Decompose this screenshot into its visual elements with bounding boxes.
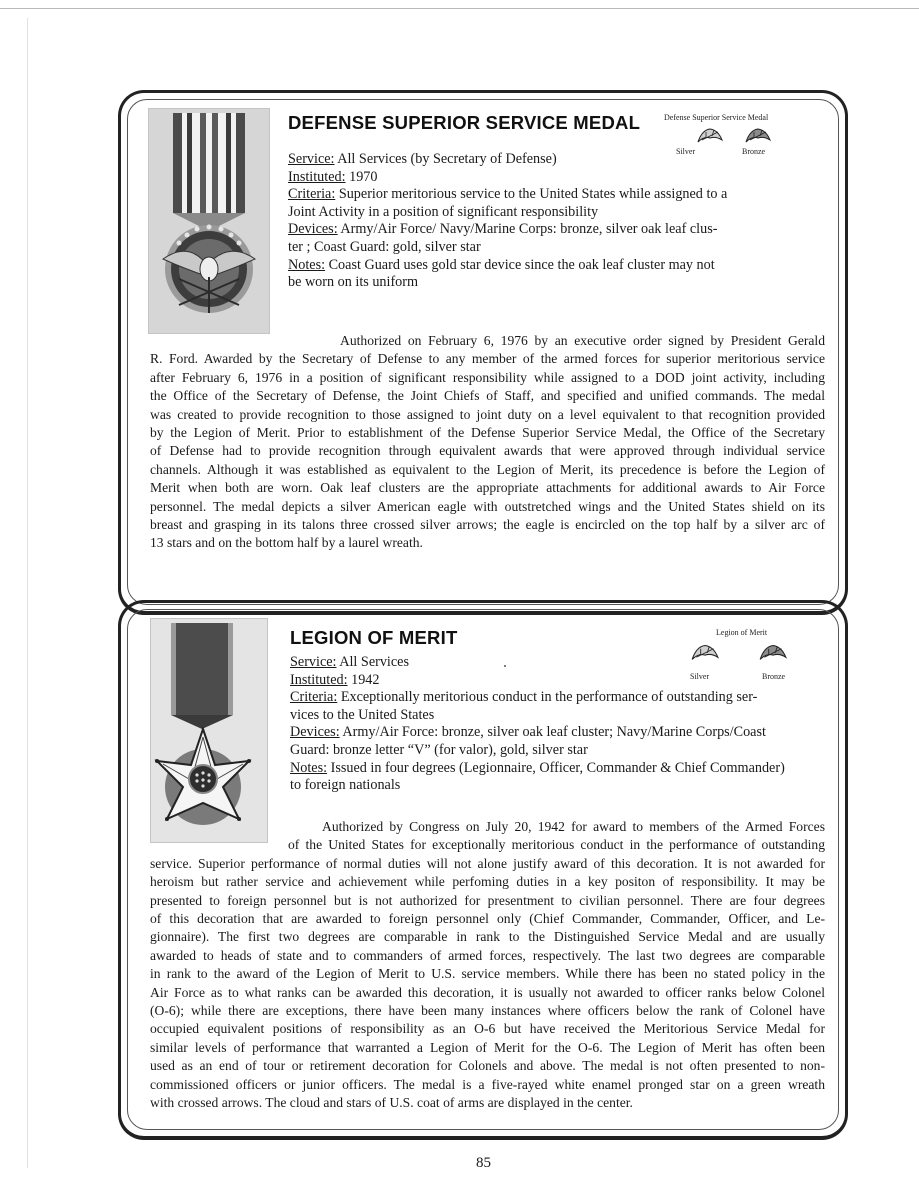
margin-rule — [27, 18, 28, 1168]
paragraph-line: personnel. The medal depicts a silver American eagle with outstretched wings and the United States shield on its — [150, 498, 825, 514]
paragraph-line: breast and grasping in its talons three crossed silver arrows; the eagle is encircled on the top half by a silver arc of — [150, 517, 825, 533]
paragraph-line: presented to foreign personnel but is not authorized for presentment to civilian personnel. There are four degrees — [150, 892, 825, 908]
fact-instituted: Instituted: 1970 — [288, 168, 378, 185]
top-rule — [0, 8, 919, 9]
fact-devices: Devices: Army/Air Force/ Navy/Marine Corps: bronze, silver oak leaf clus- — [288, 221, 718, 238]
paragraph-line: 13 stars and on the bottom half by a laurel wreath. — [150, 535, 423, 551]
fact-notes-cont: to foreign nationals — [290, 777, 401, 794]
legion-of-merit-image — [151, 619, 268, 843]
paragraph-line: by the Legion of Merit. Prior to establishment of the Defense Superior Service Medal, the Office of the Secretary — [150, 425, 825, 441]
paragraph-line: of this decoration that are awarded to foreign personnel only (Chief Commander, Commander, Officer, and Le- — [150, 911, 825, 927]
fact-service: Service: All Services (by Secretary of Defense) — [288, 151, 557, 167]
paragraph-line: occupied equivalent positions of responsibility as an O-6 but have received the Meritorious Service Medal for — [150, 1021, 825, 1037]
fact-notes: Notes: Issued in four degrees (Legionnaire, Officer, Commander & Chief Commander) — [290, 759, 785, 776]
defense-superior-medal-photo — [148, 108, 270, 334]
paragraph-line: similar levels of performance that warranted a Legion of Merit for the O-6. The Legion of Merit has often been — [150, 1039, 825, 1055]
paragraph-line: commissioned officers or junior officers. The medal is a five-rayed white enamel pronged star on a green wreath — [150, 1076, 825, 1092]
paragraph-line: gionnaire). The first two degrees are comparable in rank to the Distinguished Service Medal and are usually — [150, 929, 825, 945]
paragraph-line: used as an end of tour or retirement decoration for Colonels and above. The medal is not often presented to non- — [150, 1058, 825, 1074]
silver-oak-leaf-icon — [696, 126, 724, 146]
legion-of-merit-photo — [150, 618, 268, 843]
paragraph-line: was created to provide recognition to those assigned to joint duty on a level equivalent to that recognition provided — [150, 406, 825, 422]
paragraph-line: of the United States for exceptionally meritorious conduct in the performance of outstanding — [288, 837, 825, 853]
fact-devices-cont: Guard: bronze letter “V” (for valor), gold, silver star — [290, 741, 588, 758]
devices-caption: Defense Superior Service Medal — [664, 113, 769, 122]
fact-notes: Notes: Coast Guard uses gold star device since the oak leaf cluster may not — [288, 256, 715, 273]
fact-criteria: Criteria: Exceptionally meritorious conduct in the performance of outstanding ser- — [290, 689, 758, 706]
medal-description-defense-superior — [150, 332, 825, 553]
fact-service: Service: All Services — [290, 654, 409, 670]
paragraph-line: Authorized by Congress on July 20, 1942 for award to members of the Armed Forces — [322, 819, 825, 834]
paragraph-line: R. Ford. Awarded by the Secretary of Defense to any member of the armed forces for superior meritorious service — [150, 351, 825, 367]
fact-criteria-cont: vices to the United States — [290, 706, 435, 723]
fact-devices-cont: ter ; Coast Guard: gold, silver star — [288, 238, 481, 255]
paragraph-line: Authorized on February 6, 1976 by an executive order signed by President Gerald — [340, 333, 825, 348]
defense-superior-medal-image — [149, 109, 270, 334]
paragraph-line: (O-6); while there are exceptions, there have been many instances where officers below the rank of Colonel have — [150, 1003, 825, 1019]
bronze-device-label: Bronze — [762, 672, 786, 681]
paragraph-line: after February 6, 1976 in a position of significant responsibility while assigned to a DOD joint activity, including — [150, 369, 825, 385]
paragraph-line: service. Superior performance of normal duties will not alone justify award of this decoration. It is not awarded for — [150, 855, 825, 871]
paragraph-line: the Office of the Secretary of Defense, the Joint Chiefs of Staff, and specified and unified commands. The medal — [150, 388, 825, 404]
paragraph-line: in rank to the award of the Legion of Merit to U.S. service members. While there has been no stated policy in the — [150, 966, 825, 982]
fact-notes-cont: be worn on its uniform — [288, 274, 419, 291]
fact-criteria-cont: Joint Activity in a position of significant responsibility — [288, 203, 599, 220]
bronze-oak-leaf-icon — [744, 126, 772, 146]
medal-facts-defense-superior — [288, 151, 758, 292]
fact-instituted: Instituted: 1942 — [290, 671, 380, 688]
paragraph-line: channels. Although it was established as equivalent to the Legion of Merit, its precedence is before the Legion of — [150, 461, 825, 477]
paragraph-line: Air Force as to what ranks can be awarded this decoration, it is usually not awarded to officer ranks below Colonel — [150, 984, 825, 1000]
bronze-device-label: Bronze — [742, 147, 766, 156]
page-number: 85 — [476, 1155, 491, 1171]
medal-title-defense-superior: DEFENSE SUPERIOR SERVICE MEDAL — [288, 112, 641, 133]
silver-device-label: Silver — [676, 147, 696, 156]
paragraph-line: heroism but rather service and achievement while perfoming duties in a key positon of responsibility. It may be — [150, 874, 825, 890]
medal-description-legion-of-merit — [150, 818, 825, 1113]
paragraph-line: with crossed arrows. The cloud and stars of U.S. coat of arms are displayed in the center. — [150, 1095, 633, 1111]
fact-devices: Devices: Army/Air Force: bronze, silver oak leaf cluster; Navy/Marine Corps/Coast — [290, 724, 766, 741]
fact-criteria: Criteria: Superior meritorious service to the United States while assigned to a — [288, 186, 728, 203]
medal-title-legion-of-merit: LEGION OF MERIT — [290, 627, 458, 648]
devices-caption: Legion of Merit — [716, 628, 768, 637]
paragraph-line: of Defense had to provide recognition through equivalent awards that were approved through individual service — [150, 443, 825, 459]
silver-device-label: Silver — [690, 672, 710, 681]
paragraph-line: awarded to heads of state and to commanders of armed forces, respectively. The last two degrees are comparable — [150, 947, 825, 963]
medal-facts-legion-of-merit — [290, 654, 810, 795]
paragraph-line: Merit when both are worn. Oak leaf clusters are the appropriate attachments for additional awards to Air Force — [150, 480, 825, 496]
